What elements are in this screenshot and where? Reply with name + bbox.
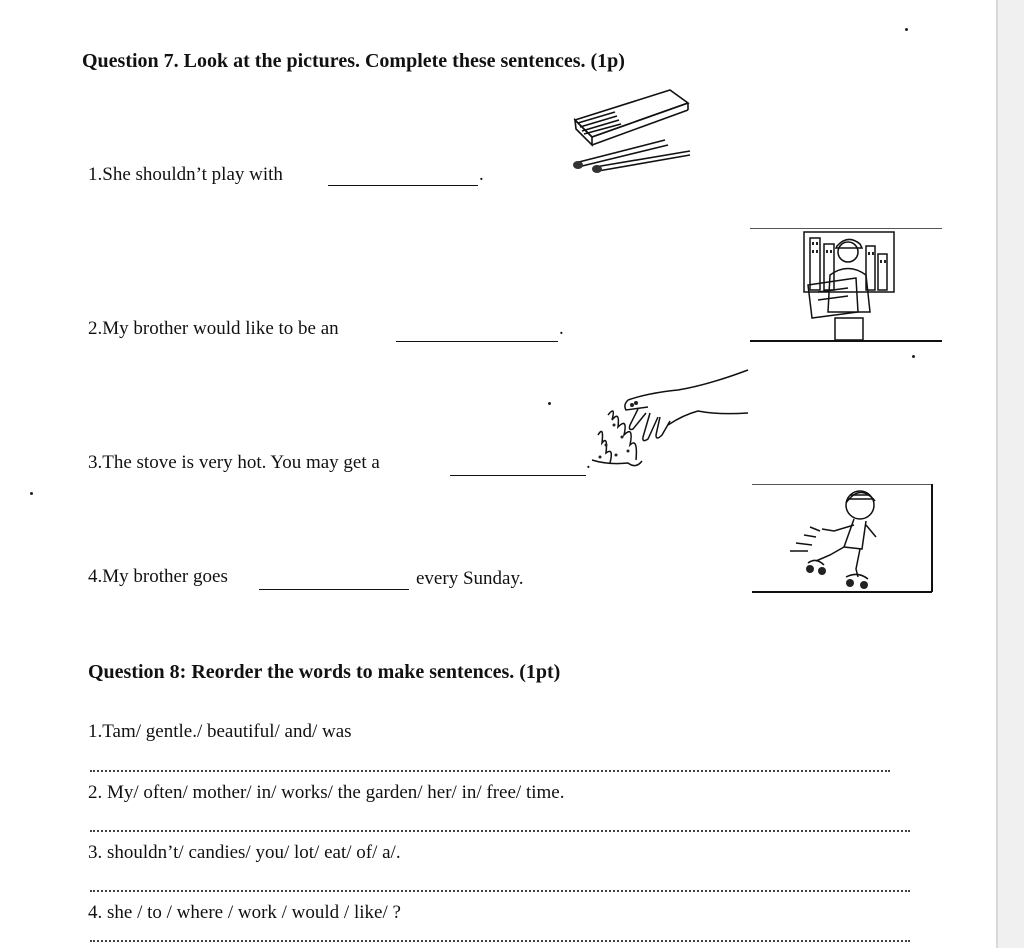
- q7-sentence-3: 3.The stove is very hot. You may get a: [88, 452, 380, 473]
- q7-sentence-4: 4.My brother goes: [88, 566, 228, 587]
- q7-blank-4[interactable]: [259, 589, 409, 590]
- q7-sentence-1-end: .: [479, 164, 484, 185]
- question-8-heading: Question 8: Reorder the words to make sentences. (1pt): [88, 661, 561, 683]
- matches-icon: [570, 85, 695, 175]
- q7-blank-2[interactable]: [396, 341, 558, 342]
- q8-answer-line-3[interactable]: [90, 886, 910, 892]
- skating-icon: [782, 485, 892, 591]
- q7-sentence-3-end: .: [586, 452, 591, 473]
- q7-blank-1[interactable]: [328, 185, 478, 186]
- burn-icon: [588, 365, 750, 480]
- q7-sentence-4-end: every Sunday.: [416, 568, 524, 589]
- q8-answer-line-1[interactable]: [90, 766, 890, 772]
- q7-sentence-2: 2.My brother would like to be an: [88, 318, 339, 339]
- q7-blank-3[interactable]: [450, 475, 586, 476]
- q7-sentence-2-end: .: [559, 318, 564, 339]
- q8-answer-line-4[interactable]: [90, 936, 910, 942]
- q8-sentence-2: 2. My/ often/ mother/ in/ works/ the garden/ her/ in/ free/ time.: [88, 782, 565, 803]
- question-7-heading: Question 7. Look at the pictures. Complete these sentences. (1p): [82, 50, 625, 72]
- q8-sentence-1: 1.Tam/ gentle./ beautiful/ and/ was: [88, 721, 352, 742]
- q8-sentence-4: 4. she / to / where / work / would / like/ ?: [88, 902, 401, 923]
- q8-sentence-3: 3. shouldn’t/ candies/ you/ lot/ eat/ of/ a/.: [88, 842, 401, 863]
- q7-sentence-1: 1.She shouldn’t play with: [88, 164, 283, 185]
- q8-answer-line-2[interactable]: [90, 826, 910, 832]
- page-edge: [996, 0, 1024, 948]
- architect-icon: [800, 230, 900, 342]
